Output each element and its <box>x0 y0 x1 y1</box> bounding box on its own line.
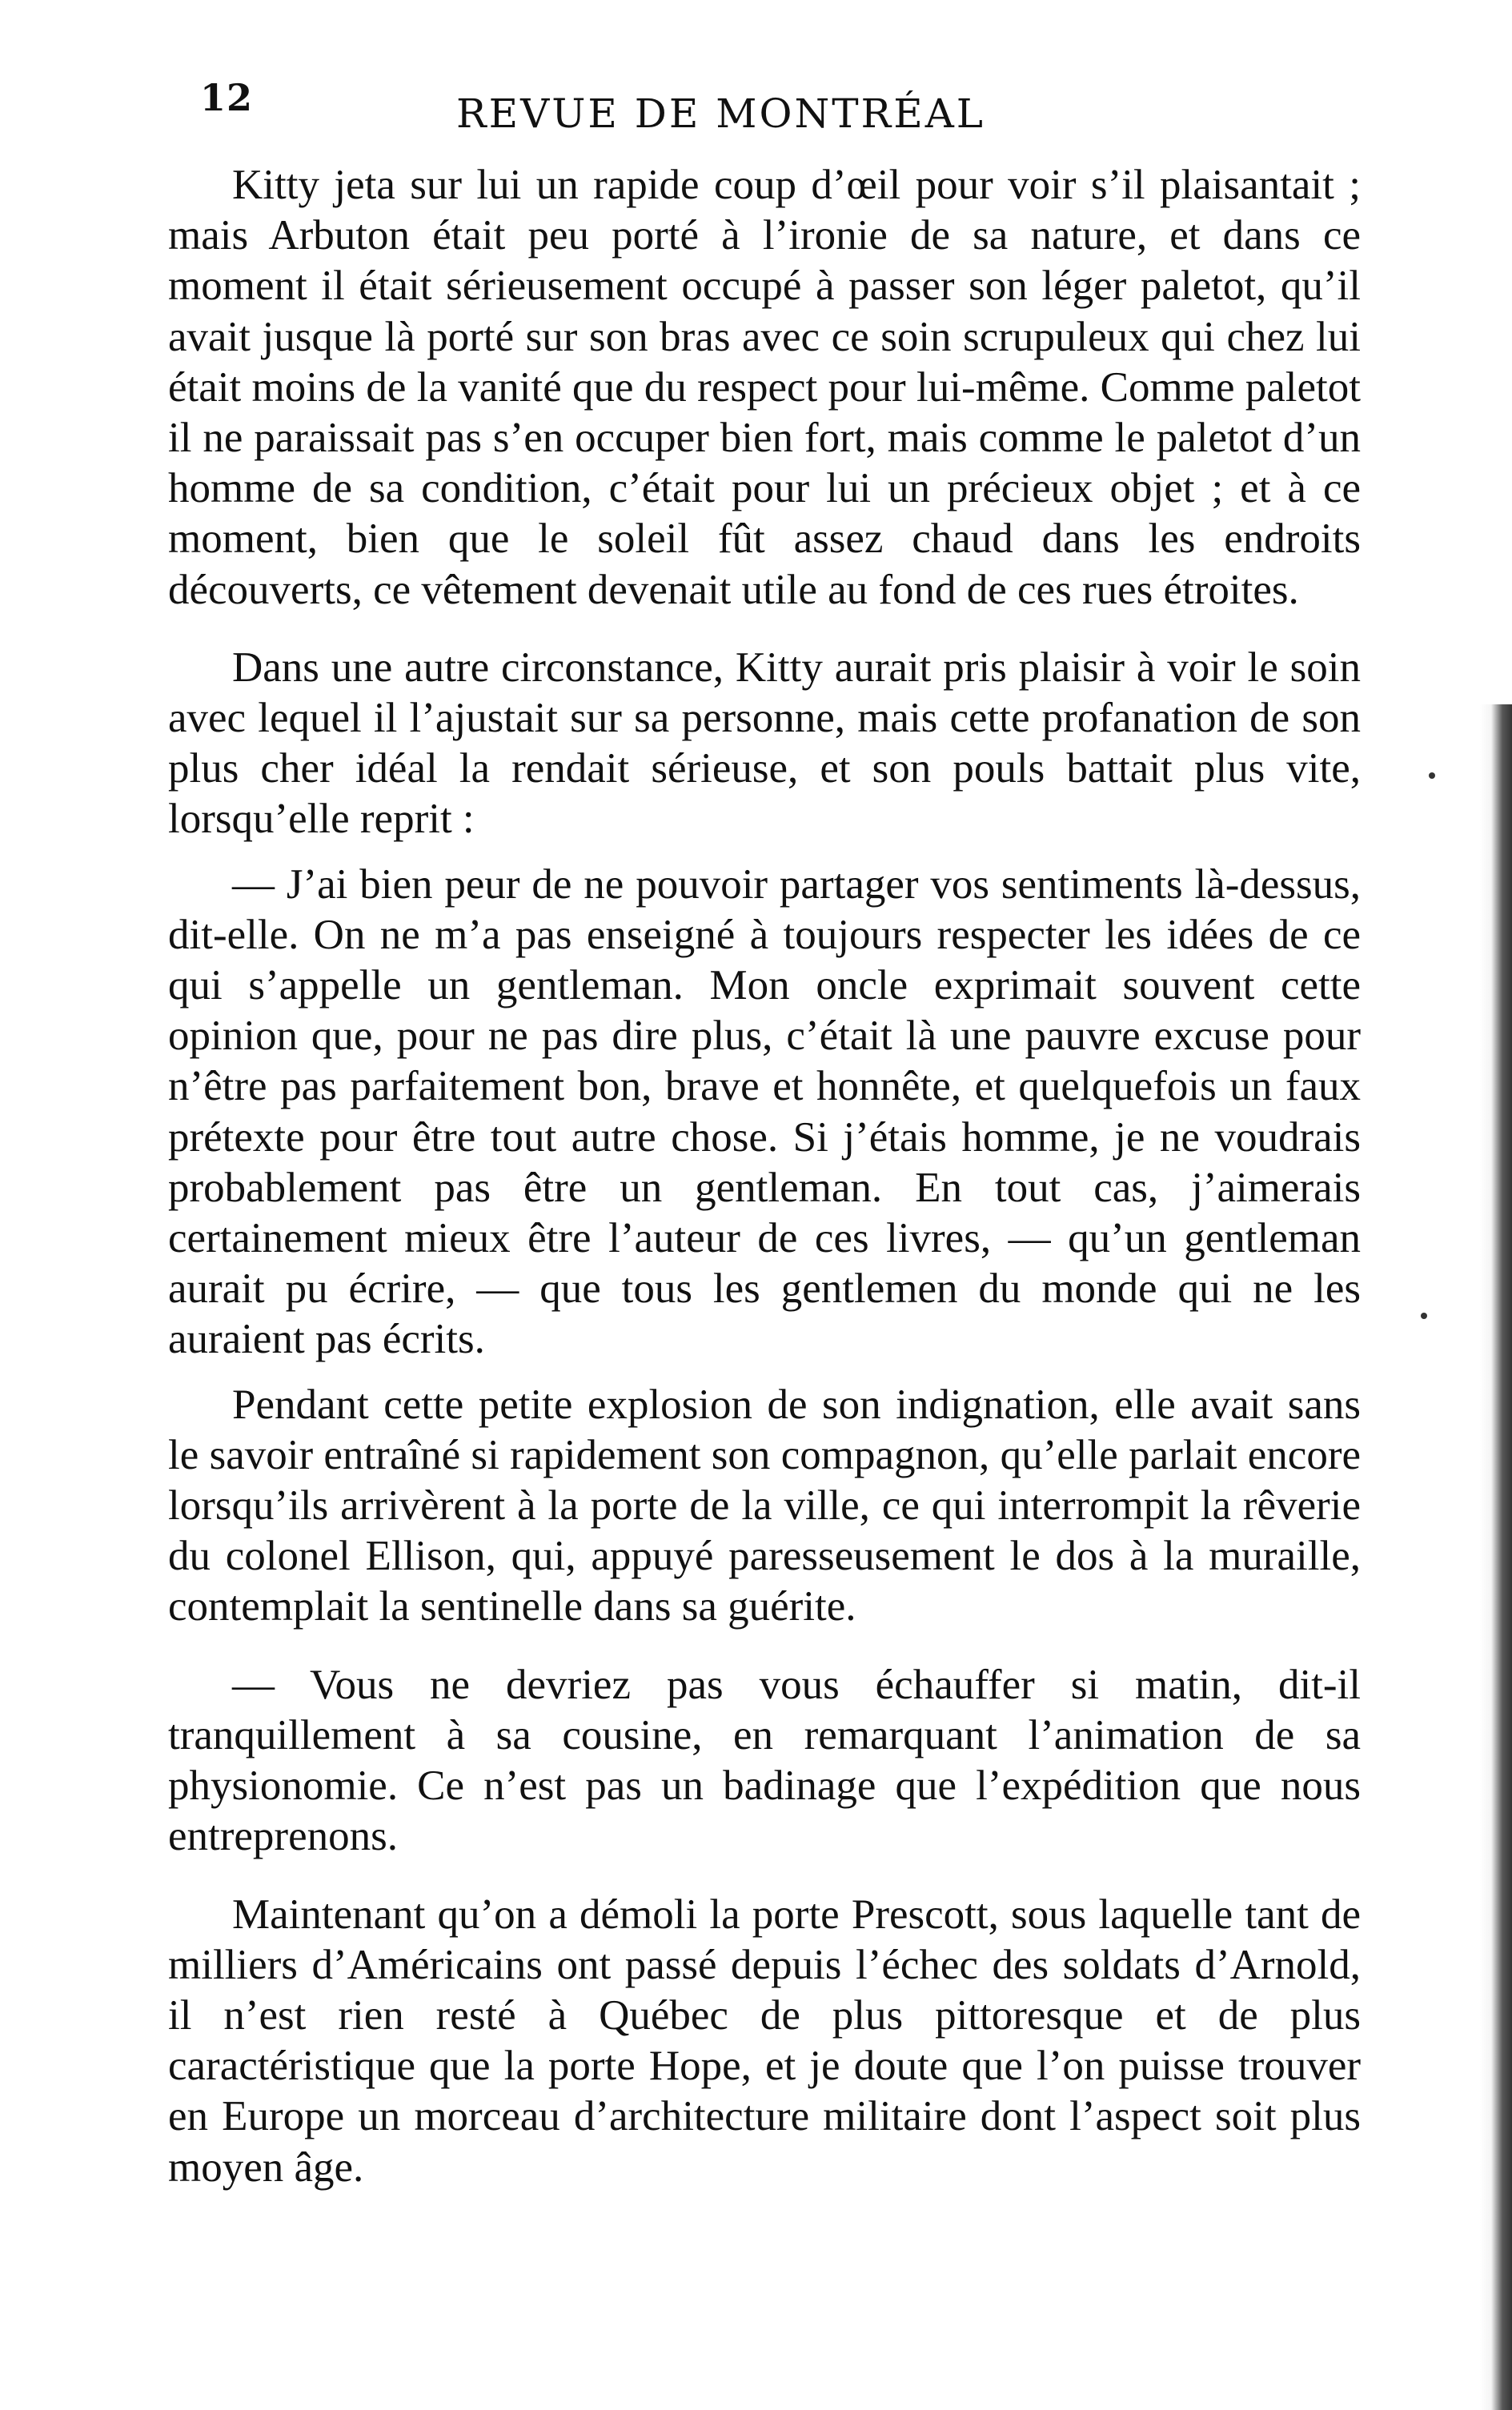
page-number: 12 <box>200 76 254 119</box>
page-header <box>200 76 1345 148</box>
paragraph-1: Kitty jeta sur lui un rapide coup d’œil pour voir s’il plaisantait ; mais Arbuton était peu porté à l’ironie de sa nature, et dans ce moment il était sérieusement occupé à passer son léger paletot, qu’il avait jusque là porté sur son bras avec ce soin scrupuleux qui chez lui était moins de la vanité que du respect pour lui-même. Comme paletot il ne paraissait pas s’en occuper bien fort, mais comme le paletot d’un homme de sa condition, c’était pour lui un précieux objet ; et à ce moment, bien que le soleil fût assez chaud dans les endroits découverts, ce vêtement devenait utile au fond de ces rues étroites. <box>168 162 1361 613</box>
page-edge-shadow <box>1480 704 1512 2410</box>
paragraph-5: — Vous ne devriez pas vous échauffer si matin, dit-il tranquillement à sa cousine, en remarquant l’animation de sa physionomie. Ce n’est pas un badinage que l’expédition que nous entreprenons. <box>168 1661 1361 1860</box>
paragraph-6: Maintenant qu’on a démoli la porte Prescott, sous laquelle tant de milliers d’Américains ont passé depuis l’échec des soldats d’Arnold, il n’est rien resté à Québec de plus pittoresque et de plus caractéristique que la porte Hope, et je doute que l’on puisse trouver en Europe un morceau d’architecture militaire dont l’aspect soit plus moyen âge. <box>168 1891 1361 2191</box>
paragraph-3: — J’ai bien peur de ne pouvoir partager vos sentiments là-dessus, dit-elle. On ne m’a pas enseigné à toujours respecter les idées de ce qui s’appelle un gentleman. Mon oncle exprimait souvent cette opinion que, pour ne pas dire plus, c’était là une pauvre excuse pour n’être pas parfaitement bon, brave et honnête, et quelquefois un faux prétexte pour être tout autre chose. Si j’étais homme, je ne voudrais probablement pas être un gentleman. En tout cas, j’aimerais certainement mieux être l’auteur de ces livres, — qu’un gentleman aurait pu écrire, — que tous les gentlemen du monde qui ne les auraient pas écrits. <box>168 860 1361 1363</box>
print-speck <box>1429 772 1435 779</box>
body-text <box>168 160 1361 2193</box>
paragraph-4: Pendant cette petite explosion de son indignation, elle avait sans le savoir entraîné si rapidement son compagnon, qu’elle parlait encore lorsqu’ils arrivèrent à la porte de la ville, ce qui interrompit la rêverie du colonel Ellison, qui, appuyé paresseusement le dos à la muraille, contemplait la sentinelle dans sa guérite. <box>168 1381 1361 1630</box>
print-speck <box>1421 1313 1427 1319</box>
running-title: REVUE DE MONTRÉAL <box>456 90 986 137</box>
paragraph-2: Dans une autre circonstance, Kitty aurait pris plaisir à voir le soin avec lequel il l’ajustait sur sa personne, mais cette profanation de son plus cher idéal la rendait sérieuse, et son pouls battait plus vite, lorsqu’elle reprit : <box>168 644 1361 843</box>
